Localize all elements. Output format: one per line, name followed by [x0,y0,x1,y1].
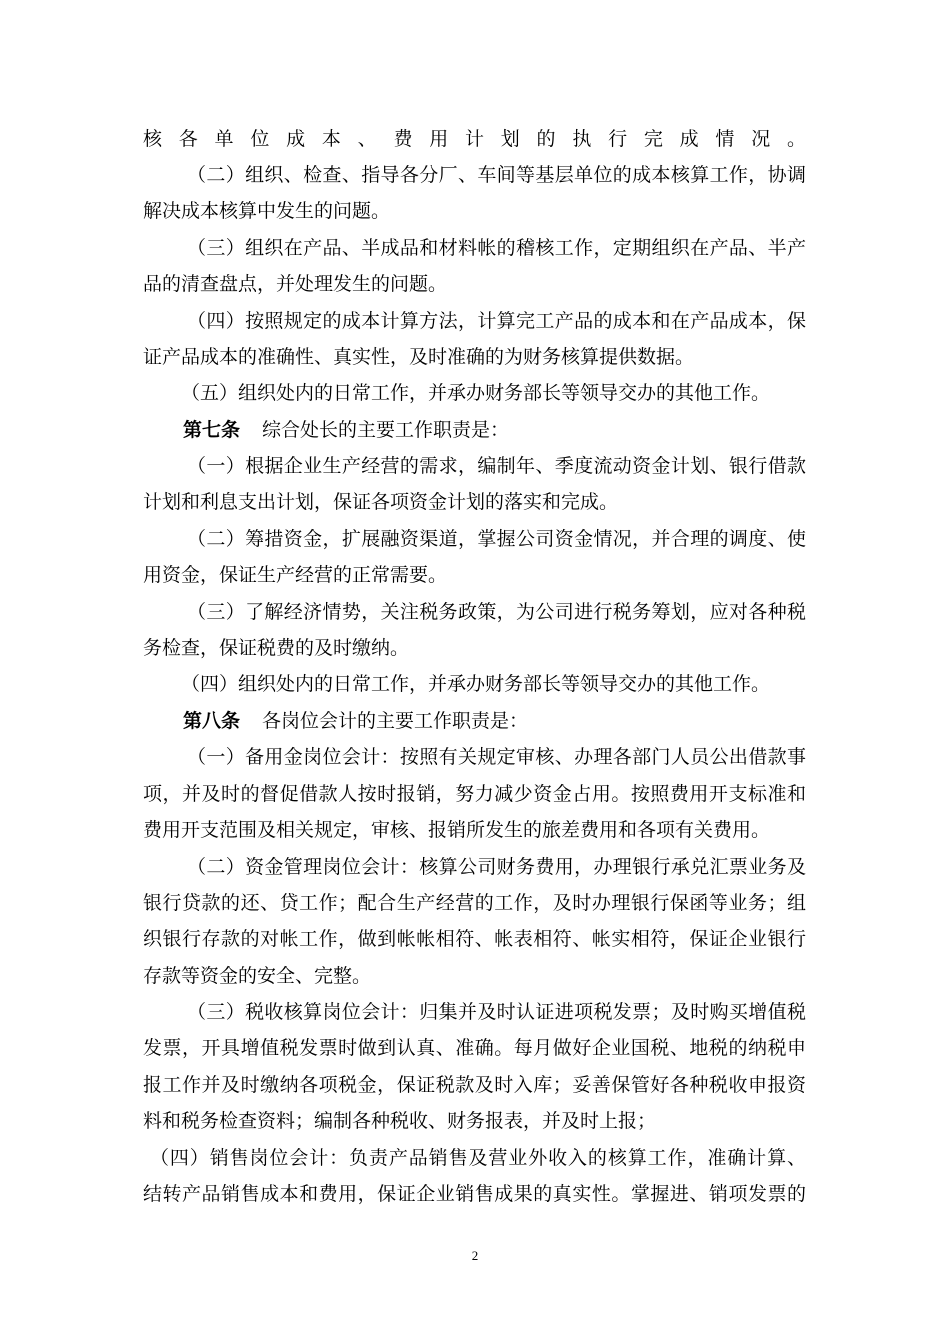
article-8 [183,709,528,733]
article-7-heading: 第七条 [183,419,241,441]
article-7-text: 综合处长的主要工作职责是： [262,419,510,441]
page-number: 2 [471,1248,479,1263]
text-line: （二）组织、检查、指导各分厂、车间等基层单位的成本核算工作，协调 [187,164,806,186]
text-line: （三）税收核算岗位会计：归集并及时认证进项税发票；及时购买增值税 [187,1001,806,1023]
text-line: （五）组织处内的日常工作，并承办财务部长等领导交办的其他工作。 [181,382,771,404]
text-line: 银行贷款的还、贷工作；配合生产经营的工作，及时办理银行保函等业务；组 [143,892,806,914]
text-line: （四）组织处内的日常工作，并承办财务部长等领导交办的其他工作。 [181,673,771,695]
text-line: 用资金，保证生产经营的正常需要。 [143,564,448,586]
text-line: 费用开支范围及相关规定，审核、报销所发生的旅差费用和各项有关费用。 [143,819,771,841]
text-line: （四）销售岗位会计：负责产品销售及营业外收入的核算工作，准确计算、 [150,1147,806,1169]
text-line: 报工作并及时缴纳各项税金，保证税款及时入库；妥善保管好各种税收申报资 [143,1074,806,1096]
text-line: （一）备用金岗位会计：按照有关规定审核、办理各部门人员公出借款事 [187,746,806,768]
article-8-heading: 第八条 [183,710,241,732]
text-line: 务检查，保证税费的及时缴纳。 [143,637,410,659]
text-line: 计划和利息支出计划，保证各项资金计划的落实和完成。 [143,491,619,513]
text-line: （二）筹措资金，扩展融资渠道，掌握公司资金情况，并合理的调度、使 [187,528,806,550]
text-line: （二）资金管理岗位会计：核算公司财务费用，办理银行承兑汇票业务及 [187,856,806,878]
text-line: 核各单位成本、费用计划的执行完成情况。 [143,128,806,150]
text-line: （三）了解经济情势，关注税务政策，为公司进行税务筹划，应对各种税 [187,601,806,623]
text-line: 解决成本核算中发生的问题。 [143,200,391,222]
text-line: 织银行存款的对帐工作，做到帐帐相符、帐表相符、帐实相符，保证企业银行 [143,928,806,950]
text-line: 证产品成本的准确性、真实性，及时准确的为财务核算提供数据。 [143,346,695,368]
text-line: （四）按照规定的成本计算方法，计算完工产品的成本和在产品成本，保 [187,310,806,332]
text-line: 料和税务检查资料；编制各种税收、财务报表，并及时上报； [143,1110,657,1132]
text-line: 项，并及时的督促借款人按时报销，努力减少资金占用。按照费用开支标准和 [143,783,806,805]
text-line: 存款等资金的安全、完整。 [143,965,372,987]
article-7 [183,418,509,442]
text-line: 发票，开具增值税发票时做到认真、准确。每月做好企业国税、地税的纳税申 [143,1037,806,1059]
text-line: （一）根据企业生产经营的需求，编制年、季度流动资金计划、银行借款 [187,455,806,477]
text-line: 品的清查盘点，并处理发生的问题。 [143,273,448,295]
text-line: 结转产品销售成本和费用，保证企业销售成果的真实性。掌握进、销项发票的 [143,1183,806,1205]
article-8-text: 各岗位会计的主要工作职责是： [262,710,529,732]
text-line: （三）组织在产品、半成品和材料帐的稽核工作，定期组织在产品、半产 [187,237,806,259]
